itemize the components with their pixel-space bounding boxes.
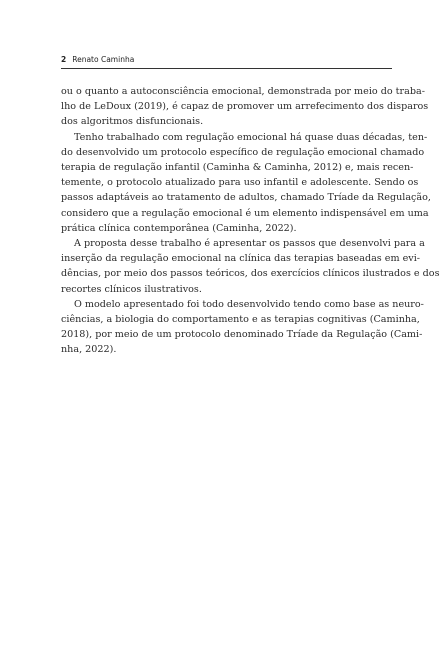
- text-line: ciências, a biologia do comportamento e as terapias cognitivas (Caminha,: [61, 314, 420, 326]
- running-header-author: Renato Caminha: [72, 55, 135, 64]
- text-line: terapia de regulação infantil (Caminha & Caminha, 2012) e, mais recen-: [61, 162, 414, 174]
- text-line: dos algoritmos disfuncionais.: [61, 116, 204, 128]
- paragraph: [61, 236, 440, 297]
- paragraph: [61, 130, 431, 236]
- paragraph: [61, 297, 424, 358]
- text-line: recortes clínicos ilustrativos.: [61, 283, 202, 295]
- text-line: O modelo apresentado foi todo desenvolvido tendo como base as neuro-: [74, 298, 424, 310]
- text-line: dências, por meio dos passos teóricos, dos exercícios clínicos ilustrados e dos: [61, 268, 440, 280]
- body-text: [61, 84, 440, 358]
- text-line: Tenho trabalhado com regulação emocional há quase duas décadas, ten-: [74, 131, 428, 143]
- text-line: prática clínica contemporânea (Caminha, 2022).: [61, 222, 297, 234]
- text-line: nha, 2022).: [61, 344, 117, 356]
- running-header: [61, 54, 392, 69]
- text-line: considero que a regulação emocional é um elemento indispensável em uma: [61, 207, 429, 219]
- text-line: 2018), por meio de um protocolo denominado Tríade da Regulação (Cami-: [61, 329, 423, 341]
- text-line: lho de LeDoux (2019), é capaz de promover um arrefecimento dos disparos: [61, 101, 429, 113]
- text-line: do desenvolvido um protocolo específico de regulação emocional chamado: [61, 146, 425, 158]
- paragraph: [61, 84, 429, 130]
- text-line: temente, o protocolo atualizado para uso infantil e adolescente. Sendo os: [61, 177, 419, 189]
- text-line: inserção da regulação emocional na clínica das terapias baseadas em evi-: [61, 253, 421, 265]
- text-line: A proposta desse trabalho é apresentar os passos que desenvolvi para a: [74, 238, 425, 250]
- page-number: 2: [61, 55, 67, 64]
- text-line: passos adaptáveis ao tratamento de adultos, chamado Tríade da Regulação,: [61, 192, 431, 204]
- text-line: ou o quanto a autoconsciência emocional, demonstrada por meio do traba-: [61, 86, 425, 97]
